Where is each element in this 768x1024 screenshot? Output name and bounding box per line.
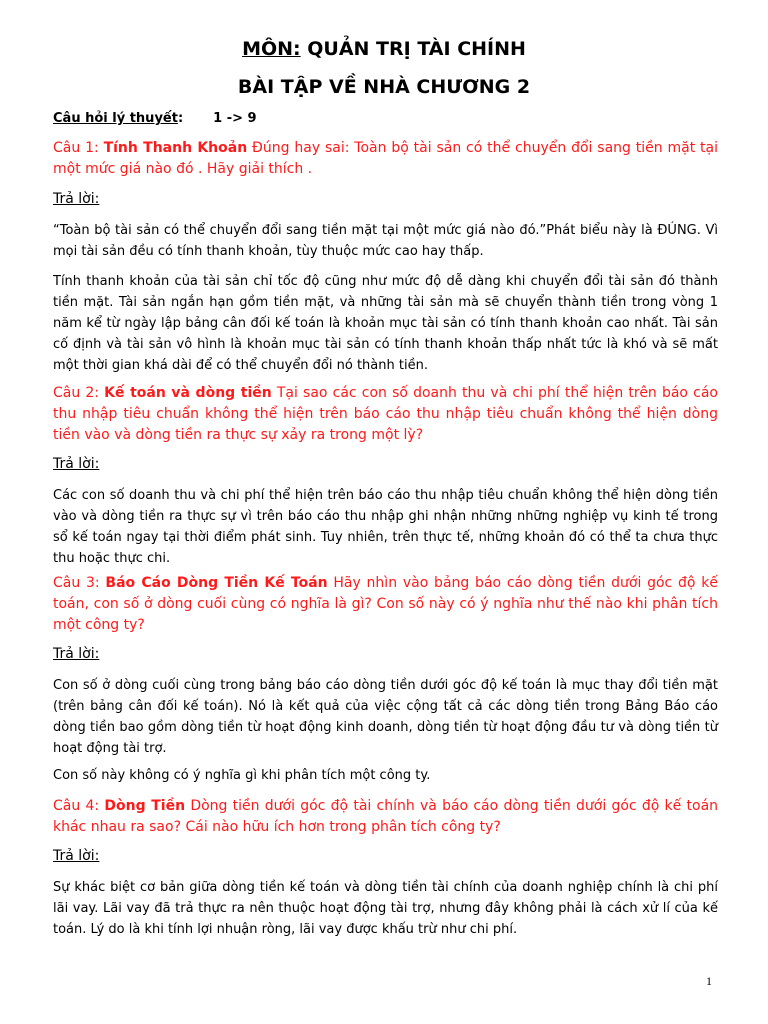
answer-label: Trả lời: [53, 646, 100, 662]
theory-colon: : [177, 111, 184, 126]
answer-label: Trả lời: [53, 456, 100, 472]
question-text [53, 796, 718, 838]
question-4 [53, 796, 718, 838]
question-text [53, 383, 718, 446]
answer-1-paragraph-2: Tính thanh khoản của tài sản chỉ tốc độ cũng như mức độ dễ dàng khi chuyển đổi tài sản đó thành tiền mặt. Tài sản ngắn hạn gồm tiền mặt, và những tài sản mà sẽ chuyển thành tiền trong vòng 1 năm kể từ ngày lập bảng cân đối kế toán là khoản mục tài sản có tính thanh khoản cao nhất. Tài sản cố định và tài sản vô hình là khoản mục tài sản có tính thanh khoản thấp nhất tức là khó và sẽ mất một thời gian khá dài để có thể chuyển đổi nó thành tiền. [53, 274, 718, 373]
subject-name: QUẢN TRỊ TÀI CHÍNH [307, 38, 526, 60]
answer-2-label-wrap [53, 455, 718, 473]
question-body: Dòng tiền dưới góc độ tài chính và báo cáo dòng tiền dưới góc độ kế toán khác nhau ra sao? Cái nào hữu ích hơn trong phân tích công ty? [53, 798, 719, 835]
answer-label: Trả lời: [53, 191, 100, 207]
page-number: 1 [706, 974, 712, 988]
theory-label: Câu hỏi lý thuyết [53, 111, 178, 126]
answer-3-paragraph-2: Con số này không có ý nghĩa gì khi phân tích một công ty. [53, 768, 431, 783]
subject-heading [0, 38, 768, 60]
answer-1-paragraph-1: “Toàn bộ tài sản có thể chuyển đổi sang tiền mặt tại một mức giá nào đó.”Phát biểu này là ĐÚNG. Vì mọi tài sản đều có tính thanh khoản, tùy thuộc mức cao hay thấp. [53, 223, 718, 259]
question-keyword: Báo Cáo Dòng Tiền Kế Toán [105, 575, 328, 591]
theory-heading [53, 111, 257, 126]
question-body: Đúng hay sai: Toàn bộ tài sản có thể chuyển đổi sang tiền mặt tại một mức giá nào đó . Hãy giải thích . [53, 140, 719, 177]
question-2 [53, 383, 718, 446]
question-number: Câu 2: [53, 385, 100, 401]
question-3 [53, 573, 718, 636]
question-number: Câu 4: [53, 798, 100, 814]
question-keyword: Tính Thanh Khoản [103, 140, 248, 156]
question-text [53, 138, 718, 180]
question-text [53, 573, 718, 636]
question-keyword: Dòng Tiền [104, 798, 186, 814]
answer-4-paragraph-1: Sự khác biệt cơ bản giữa dòng tiền kế toán và dòng tiền tài chính của doanh nghiệp chính là chi phí lãi vay. Lãi vay đã trả thực ra nên thuộc hoạt động tài trợ, nhưng đây không phải là cách xử lí của kế toán. Lý do là khi tính lợi nhuận ròng, lãi vay được khấu trừ như chi phí. [53, 880, 718, 937]
question-keyword: Kế toán và dòng tiền [104, 385, 272, 401]
question-number: Câu 3: [53, 575, 100, 591]
question-body: Hãy nhìn vào bảng báo cáo dòng tiền dưới góc độ kế toán, con số ở dòng cuối cùng có nghĩa là gì? Con số này có ý nghĩa như thế nào khi phân tích một công ty? [53, 575, 718, 633]
theory-range: 1 -> 9 [213, 111, 257, 126]
answer-label: Trả lời: [53, 848, 100, 864]
question-body: Tại sao các con số doanh thu và chi phí thể hiện trên báo cáo thu nhập tiêu chuẩn không thể hiện trên báo cáo thu nhập tiêu chuẩn không thể hiện dòng tiền vào và dòng tiền ra thực sự xảy ra trong một lỳ? [53, 385, 718, 443]
answer-1-label-wrap [53, 190, 718, 208]
answer-4-label-wrap [53, 847, 718, 865]
question-1 [53, 138, 718, 180]
question-number: Câu 1: [53, 140, 99, 156]
answer-3-label-wrap [53, 645, 718, 663]
answer-2-paragraph-1: Các con số doanh thu và chi phí thể hiện trên báo cáo thu nhập tiêu chuẩn không thể hiện dòng tiền vào và dòng tiền ra thực sự vì trên báo cáo thu nhập ghi nhận những những nghiệp vụ kinh tế trong sổ kế toán ngay tại thời điểm phát sinh. Tuy nhiên, trên thực tế, những khoản đó có thể ta chưa thực thu hoặc thực chi. [53, 488, 718, 566]
subject-label: MÔN: [242, 38, 301, 60]
answer-3-paragraph-1: Con số ở dòng cuối cùng trong bảng báo cáo dòng tiền dưới góc độ kế toán là mục thay đổi tiền mặt (trên bảng cân đối kế toán). Nó là kết quả của việc cộng tất cả các dòng tiền trong Bảng Báo cáo dòng tiền bao gồm dòng tiền từ hoạt động kinh doanh, dòng tiền từ hoạt động đầu tư và dòng tiền từ hoạt động tài trợ. [53, 678, 718, 756]
page-title: BÀI TẬP VỀ NHÀ CHƯƠNG 2 [237, 76, 531, 98]
